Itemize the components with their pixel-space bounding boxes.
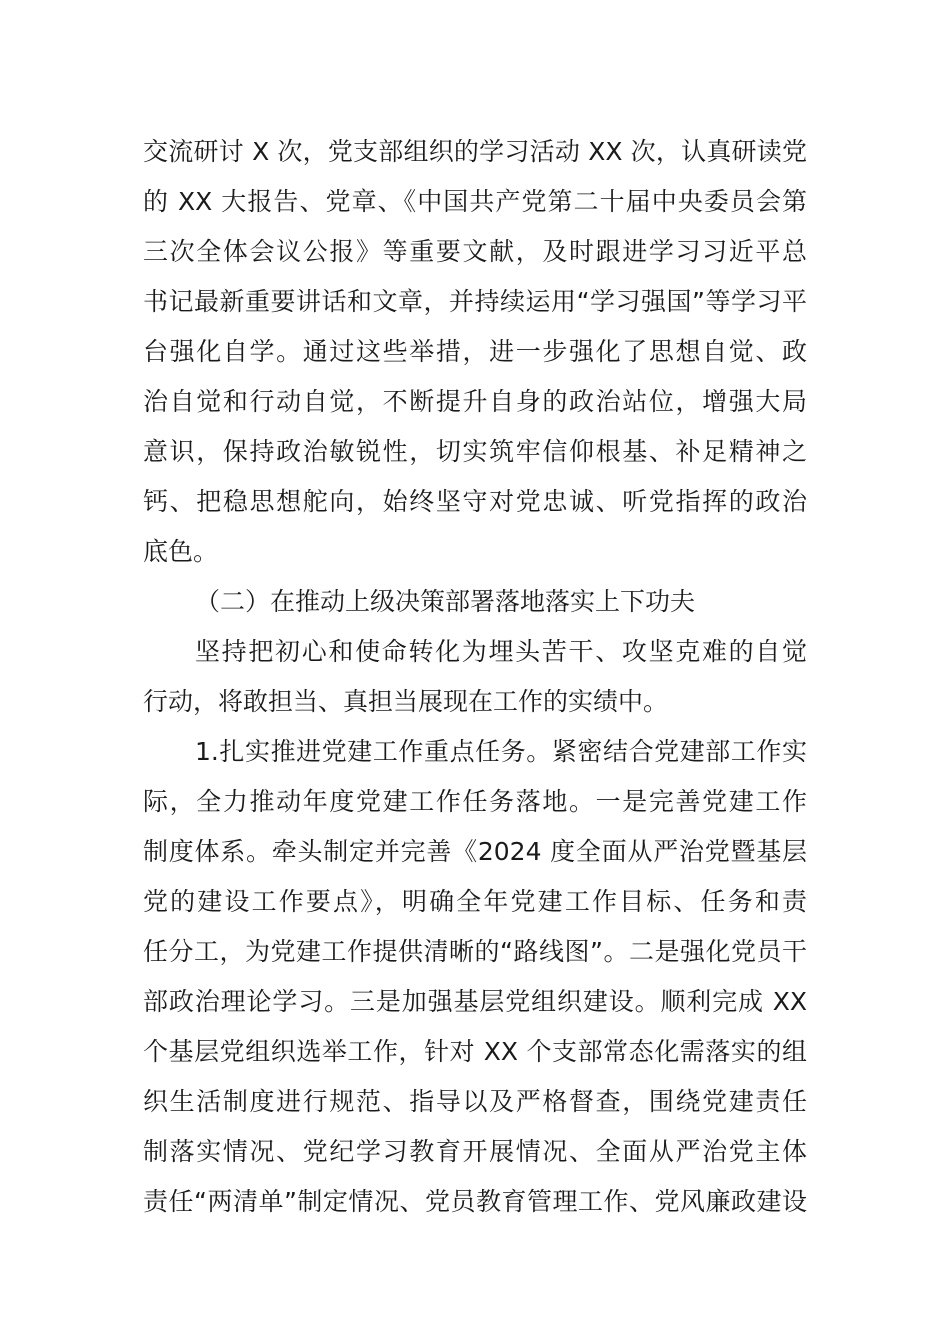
paragraph-line: 1.扎实推进党建工作重点任务。紧密结合党建部工作实 xyxy=(195,737,807,766)
paragraph-line: 坚持把初心和使命转化为埋头苦干、攻坚克难的自觉 xyxy=(195,637,807,666)
paragraph-line: 制落实情况、党纪学习教育开展情况、全面从严治党主体 xyxy=(143,1137,807,1166)
section-heading: （二）在推动上级决策部署落地落实上下功夫 xyxy=(195,587,696,616)
paragraph-3 xyxy=(143,727,807,1227)
paragraph-line: 行动，将敢担当、真担当展现在工作的实绩中。 xyxy=(143,687,669,716)
paragraph-line: 的 XX 大报告、党章、《中国共产党第二十届中央委员会第 xyxy=(143,187,807,216)
paragraph-line: 部政治理论学习。三是加强基层党组织建设。顺利完成 XX xyxy=(143,987,807,1016)
paragraph-line: 三次全体会议公报》等重要文献，及时跟进学习习近平总 xyxy=(143,237,807,266)
paragraph-line: 责任“两清单”制定情况、党员教育管理工作、党风廉政建设 xyxy=(143,1187,807,1216)
paragraph-line: 交流研讨 X 次，党支部组织的学习活动 XX 次，认真研读党 xyxy=(143,137,807,166)
paragraph-line: 制度体系。牵头制定并完善《2024 度全面从严治党暨基层 xyxy=(143,837,807,866)
paragraph-line: 底色。 xyxy=(143,537,219,566)
paragraph-line: 个基层党组织选举工作，针对 XX 个支部常态化需落实的组 xyxy=(143,1037,807,1066)
paragraph-line: 党的建设工作要点》，明确全年党建工作目标、任务和责 xyxy=(143,887,807,916)
paragraph-line: 台强化自学。通过这些举措，进一步强化了思想自觉、政 xyxy=(143,337,807,366)
paragraph-line: 钙、把稳思想舵向，始终坚守对党忠诚、听党指挥的政治 xyxy=(143,487,807,516)
paragraph-line: 书记最新重要讲话和文章，并持续运用“学习强国”等学习平 xyxy=(143,287,807,316)
paragraph-line: 治自觉和行动自觉，不断提升自身的政治站位，增强大局 xyxy=(143,387,807,416)
paragraph-line: 际，全力推动年度党建工作任务落地。一是完善党建工作 xyxy=(143,787,807,816)
paragraph-2 xyxy=(143,627,807,727)
document-body xyxy=(143,127,807,1227)
paragraph-line: 织生活制度进行规范、指导以及严格督查，围绕党建责任 xyxy=(143,1087,807,1116)
paragraph-line: 意识，保持政治敏锐性，切实筑牢信仰根基、补足精神之 xyxy=(143,437,807,466)
paragraph-1 xyxy=(143,127,807,577)
paragraph-line: 任分工，为党建工作提供清晰的“路线图”。二是强化党员干 xyxy=(143,937,807,966)
